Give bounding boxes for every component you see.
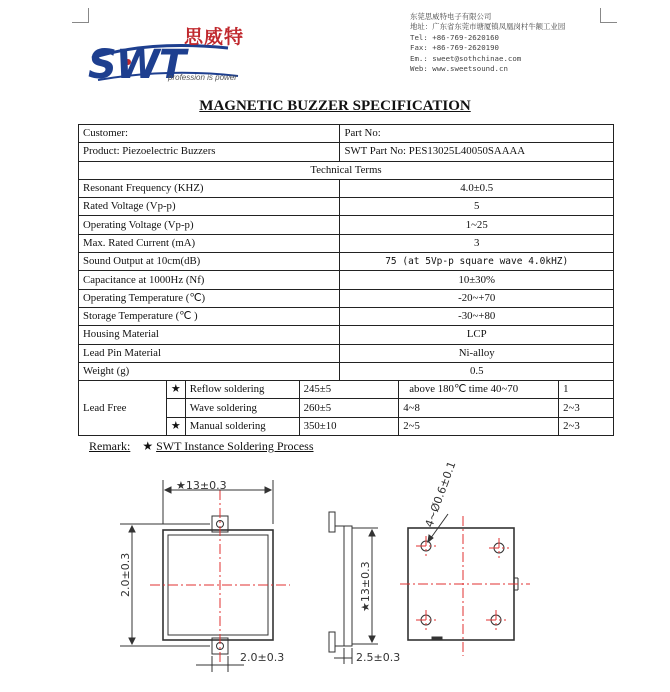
front-view — [120, 480, 290, 672]
solder-temp: 350±10 — [299, 417, 399, 435]
solder-temp: 245±5 — [299, 381, 399, 399]
solder-times: 2~3 — [559, 417, 614, 435]
lead-free-label: Lead Free — [79, 381, 167, 436]
dim-height-left: 2.0±0.3 — [119, 552, 132, 597]
spec-row — [79, 234, 614, 252]
back-view — [400, 514, 530, 656]
solder-time: 2~5 — [399, 417, 559, 435]
remark-line — [89, 439, 314, 454]
solder-time: 4~8 — [399, 399, 559, 417]
spec-row — [79, 179, 614, 197]
remark-text: SWT Instance Soldering Process — [156, 439, 314, 453]
spec-value: 3 — [340, 234, 614, 252]
technical-terms-header: Technical Terms — [79, 161, 614, 179]
spec-row — [79, 362, 614, 380]
logo-swt-text: SWT — [88, 42, 186, 88]
table-row — [79, 381, 614, 399]
spec-value: 4.0±0.5 — [340, 179, 614, 197]
company-tel: Tel: +86-769-2620160 — [410, 32, 499, 42]
solder-time: above 180℃ time 40~70 — [399, 381, 559, 399]
spec-label: Housing Material — [79, 326, 340, 344]
dim-height-side — [359, 561, 372, 612]
dim-hole: 4~Ø0.6±0.1 — [422, 460, 459, 530]
spec-label: Max. Rated Current (mA) — [79, 234, 340, 252]
solder-method: Reflow soldering — [185, 381, 299, 399]
solder-times: 2~3 — [559, 399, 614, 417]
spec-table — [78, 124, 614, 436]
solder-method: Manual soldering — [185, 417, 299, 435]
spec-label: Weight (g) — [79, 362, 340, 380]
dim-pin-pitch: 2.0±0.3 — [240, 651, 285, 664]
spec-row — [79, 198, 614, 216]
dim-width-label — [176, 479, 227, 492]
star-icon: ★ — [176, 479, 186, 492]
part-no-cell: Part No: — [340, 125, 614, 143]
spec-label: Capacitance at 1000Hz (Nf) — [79, 271, 340, 289]
dim-width: 13±0.3 — [185, 479, 227, 492]
spec-value: 0.5 — [340, 362, 614, 380]
star-icon: ★ — [142, 439, 154, 453]
dimension-drawing — [0, 460, 670, 692]
company-fax: Fax: +86-769-2620190 — [410, 43, 499, 53]
spec-row — [79, 271, 614, 289]
logo-chinese-name: 思威特 — [184, 26, 245, 48]
spec-value: 10±30% — [340, 271, 614, 289]
spec-row — [79, 326, 614, 344]
spec-label: Storage Temperature (℃ ) — [79, 307, 340, 325]
solder-times: 1 — [559, 381, 614, 399]
spec-row — [79, 344, 614, 362]
company-web: Web: www.sweetsound.cn — [410, 64, 508, 74]
company-logo — [88, 18, 288, 88]
table-row — [79, 125, 614, 143]
star-icon: ★ — [166, 417, 185, 435]
company-address: 地址：广东省东莞市塘厦镇凤凰岗村牛额工业园 — [410, 22, 566, 32]
star-icon: ★ — [166, 381, 185, 399]
spec-row — [79, 216, 614, 234]
spec-row — [79, 289, 614, 307]
dim-height: 13±0.3 — [359, 561, 372, 603]
spec-value: 1~25 — [340, 216, 614, 234]
spec-value: -20~+70 — [340, 289, 614, 307]
spec-row — [79, 253, 614, 271]
spec-label: Lead Pin Material — [79, 344, 340, 362]
spec-value: -30~+80 — [340, 307, 614, 325]
spec-value: Ni-alloy — [340, 344, 614, 362]
spec-row — [79, 307, 614, 325]
customer-cell: Customer: — [79, 125, 340, 143]
spec-label: Operating Temperature (℃) — [79, 289, 340, 307]
table-row — [79, 161, 614, 179]
star-cell-empty — [166, 399, 185, 417]
page-title: MAGNETIC BUZZER SPECIFICATION — [199, 98, 471, 114]
spec-value: LCP — [340, 326, 614, 344]
spec-value: 5 — [340, 198, 614, 216]
swt-part-no-cell: SWT Part No: PES13025L40050SAAAA — [340, 143, 614, 161]
logo-tagline: profession is power — [168, 73, 237, 82]
dim-thickness: 2.5±0.3 — [356, 651, 401, 664]
spec-label: Sound Output at 10cm(dB) — [79, 253, 340, 271]
remark-prefix: Remark: — [89, 439, 131, 453]
table-row — [79, 143, 614, 161]
solder-temp: 260±5 — [299, 399, 399, 417]
company-email: Em.: sweet@sothchinae.com — [410, 53, 522, 63]
spec-label: Rated Voltage (Vp-p) — [79, 198, 340, 216]
company-name: 东莞思威特电子有限公司 — [410, 12, 492, 21]
company-info — [410, 12, 565, 74]
corner-mark-top-right — [600, 8, 617, 23]
star-icon: ★ — [359, 602, 372, 612]
corner-mark-top-left — [72, 8, 89, 23]
spec-value: 75 (at 5Vp-p square wave 4.0kHZ) — [340, 253, 614, 271]
solder-method: Wave soldering — [185, 399, 299, 417]
product-cell: Product: Piezoelectric Buzzers — [79, 143, 340, 161]
spec-label: Resonant Frequency (KHZ) — [79, 179, 340, 197]
spec-label: Operating Voltage (Vp-p) — [79, 216, 340, 234]
